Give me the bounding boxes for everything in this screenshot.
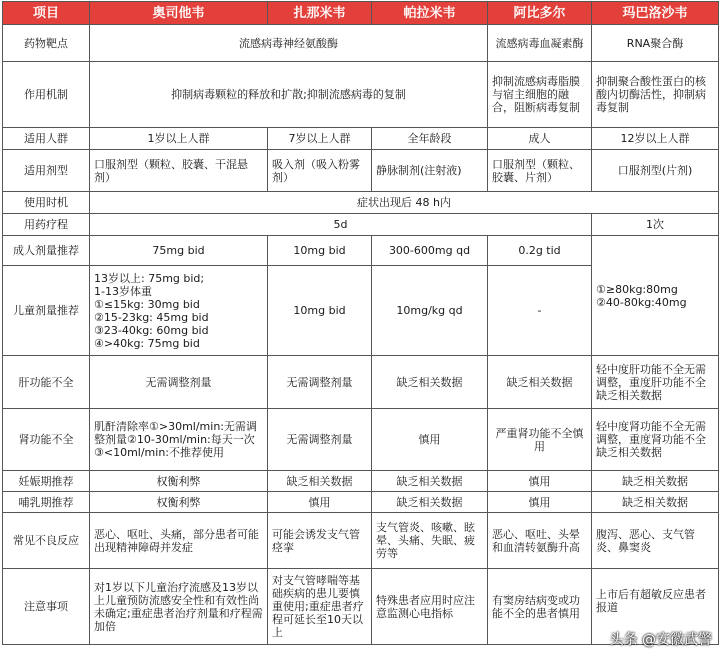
cell-hepatic-oseltamivir: 无需调整剂量 <box>90 356 268 409</box>
cell-notes-zanamivir: 对支气管哮喘等基础疾病的患儿要慎重使用;重症患者疗程可延长至10天以上 <box>268 569 372 645</box>
cell-child-arbidol: - <box>488 266 592 356</box>
header-zanamivir: 扎那米韦 <box>268 2 372 25</box>
row-hepatic <box>3 356 719 409</box>
cell-course-shared: 5d <box>90 214 592 236</box>
cell-lactation-peramivir: 缺乏相关数据 <box>372 492 488 513</box>
cell-renal-zanamivir: 无需调整剂量 <box>268 409 372 471</box>
cell-adult-peramivir: 300-600mg qd <box>372 236 488 266</box>
child-dose-line: ④>40kg: 75mg bid <box>94 336 200 350</box>
row-timing <box>3 192 719 214</box>
header-item: 项目 <box>3 2 90 25</box>
row-label: 适用剂型 <box>3 150 90 192</box>
child-dose-line: ③23-40kg: 60mg bid <box>94 323 209 337</box>
header-row <box>3 2 719 25</box>
cell-hepatic-zanamivir: 无需调整剂量 <box>268 356 372 409</box>
row-label: 常见不良反应 <box>3 513 90 569</box>
cell-adult-oseltamivir: 75mg bid <box>90 236 268 266</box>
row-label: 适用人群 <box>3 128 90 150</box>
cell-adult-zanamivir: 10mg bid <box>268 236 372 266</box>
cell-pregnancy-arbidol: 慎用 <box>488 471 592 492</box>
row-mechanism <box>3 62 719 128</box>
row-adult-dose <box>3 236 719 266</box>
cell-form-oseltamivir: 口服剂型（颗粒、胶囊、干混悬剂） <box>90 150 268 192</box>
cell-pregnancy-oseltamivir: 权衡利弊 <box>90 471 268 492</box>
cell-population-zanamivir: 7岁以上人群 <box>268 128 372 150</box>
cell-form-baloxavir: 口服剂型(片剂) <box>592 150 719 192</box>
cell-target-arbidol: 流感病毒血凝素酶 <box>488 25 592 62</box>
cell-adverse-peramivir: 支气管炎、咳嗽、眩晕、头痛、失眠、疲劳等 <box>372 513 488 569</box>
row-label: 哺乳期推荐 <box>3 492 90 513</box>
cell-mechanism-neuraminidase: 抑制病毒颗粒的释放和扩散;抑制流感病毒的复制 <box>90 62 488 128</box>
row-population <box>3 128 719 150</box>
cell-adverse-zanamivir: 可能会诱发支气管痉挛 <box>268 513 372 569</box>
cell-pregnancy-peramivir: 缺乏相关数据 <box>372 471 488 492</box>
cell-form-zanamivir: 吸入剂（吸入粉雾剂） <box>268 150 372 192</box>
child-dose-line: ②40-80kg:40mg <box>596 295 687 309</box>
cell-hepatic-arbidol: 缺乏相关数据 <box>488 356 592 409</box>
header-baloxavir: 玛巴洛沙韦 <box>592 2 719 25</box>
cell-timing-all: 症状出现后 48 h内 <box>90 192 719 214</box>
row-label: 作用机制 <box>3 62 90 128</box>
cell-lactation-oseltamivir: 权衡利弊 <box>90 492 268 513</box>
cell-mechanism-arbidol: 抑制流感病毒脂膜与宿主细胞的融合，阻断病毒复制 <box>488 62 592 128</box>
cell-notes-baloxavir: 上市后有超敏反应患者报道 <box>592 569 719 645</box>
cell-lactation-arbidol: 慎用 <box>488 492 592 513</box>
cell-population-baloxavir: 12岁以上人群 <box>592 128 719 150</box>
row-course <box>3 214 719 236</box>
cell-adverse-oseltamivir: 恶心、呕吐、头痛，部分患者可能出现精神障碍并发症 <box>90 513 268 569</box>
row-label: 妊娠期推荐 <box>3 471 90 492</box>
cell-notes-arbidol: 有窦房结病变或功能不全的患者慎用 <box>488 569 592 645</box>
row-label: 成人剂量推荐 <box>3 236 90 266</box>
cell-adult-arbidol: 0.2g tid <box>488 236 592 266</box>
cell-renal-baloxavir: 轻中度肾功能不全无需调整，重度肾功能不全缺乏相关数据 <box>592 409 719 471</box>
row-label: 使用时机 <box>3 192 90 214</box>
row-adverse <box>3 513 719 569</box>
cell-adverse-arbidol: 恶心、呕吐、头晕和血清转氨酶升高 <box>488 513 592 569</box>
header-peramivir: 帕拉米韦 <box>372 2 488 25</box>
row-renal <box>3 409 719 471</box>
child-dose-line: ①≥80kg:80mg <box>596 282 678 296</box>
cell-child-baloxavir <box>592 236 719 356</box>
cell-child-zanamivir: 10mg bid <box>268 266 372 356</box>
watermark: 头条 @安徽武警 <box>609 632 712 648</box>
cell-population-arbidol: 成人 <box>488 128 592 150</box>
row-dosage-form <box>3 150 719 192</box>
drug-comparison-table <box>2 1 719 645</box>
cell-renal-oseltamivir: 肌酐清除率①>30ml/min:无需调整剂量②10-30ml/min:每天一次③<10ml/min:不推荐使用 <box>90 409 268 471</box>
cell-course-baloxavir: 1次 <box>592 214 719 236</box>
row-lactation <box>3 492 719 513</box>
cell-pregnancy-zanamivir: 缺乏相关数据 <box>268 471 372 492</box>
cell-target-baloxavir: RNA聚合酶 <box>592 25 719 62</box>
cell-adverse-baloxavir: 腹泻、恶心、支气管炎、鼻窦炎 <box>592 513 719 569</box>
cell-form-arbidol: 口服剂型（颗粒、胶囊、片剂） <box>488 150 592 192</box>
row-label: 药物靶点 <box>3 25 90 62</box>
header-arbidol: 阿比多尔 <box>488 2 592 25</box>
cell-hepatic-peramivir: 缺乏相关数据 <box>372 356 488 409</box>
row-label: 用药疗程 <box>3 214 90 236</box>
cell-population-oseltamivir: 1岁以上人群 <box>90 128 268 150</box>
cell-target-neuraminidase: 流感病毒神经氨酸酶 <box>90 25 488 62</box>
cell-mechanism-baloxavir: 抑制聚合酸性蛋白的核酸内切酶活性，抑制病毒复制 <box>592 62 719 128</box>
row-label: 注意事项 <box>3 569 90 645</box>
row-pregnancy <box>3 471 719 492</box>
cell-renal-arbidol: 严重肾功能不全慎用 <box>488 409 592 471</box>
cell-notes-oseltamivir: 对1岁以下儿童治疗流感及13岁以上儿童预防流感安全性和有效性尚未确定;重症患者治疗剂量和疗程需加倍 <box>90 569 268 645</box>
cell-renal-peramivir: 慎用 <box>372 409 488 471</box>
child-dose-line: 13岁以上: 75mg bid; <box>94 271 205 285</box>
row-label: 肾功能不全 <box>3 409 90 471</box>
cell-lactation-zanamivir: 慎用 <box>268 492 372 513</box>
header-oseltamivir: 奥司他韦 <box>90 2 268 25</box>
cell-child-peramivir: 10mg/kg qd <box>372 266 488 356</box>
cell-notes-peramivir: 特殊患者应用时应注意监测心电指标 <box>372 569 488 645</box>
cell-lactation-baloxavir: 缺乏相关数据 <box>592 492 719 513</box>
child-dose-line: ②15-23kg: 45mg bid <box>94 310 209 324</box>
row-label: 儿童剂量推荐 <box>3 266 90 356</box>
row-label: 肝功能不全 <box>3 356 90 409</box>
child-dose-line: ①≤15kg: 30mg bid <box>94 297 200 311</box>
cell-hepatic-baloxavir: 轻中度肝功能不全无需调整，重度肝功能不全缺乏相关数据 <box>592 356 719 409</box>
cell-population-peramivir: 全年龄段 <box>372 128 488 150</box>
cell-pregnancy-baloxavir: 缺乏相关数据 <box>592 471 719 492</box>
cell-child-oseltamivir <box>90 266 268 356</box>
row-target <box>3 25 719 62</box>
cell-form-peramivir: 静脉制剂(注射液) <box>372 150 488 192</box>
child-dose-line: 1-13岁体重 <box>94 284 152 298</box>
